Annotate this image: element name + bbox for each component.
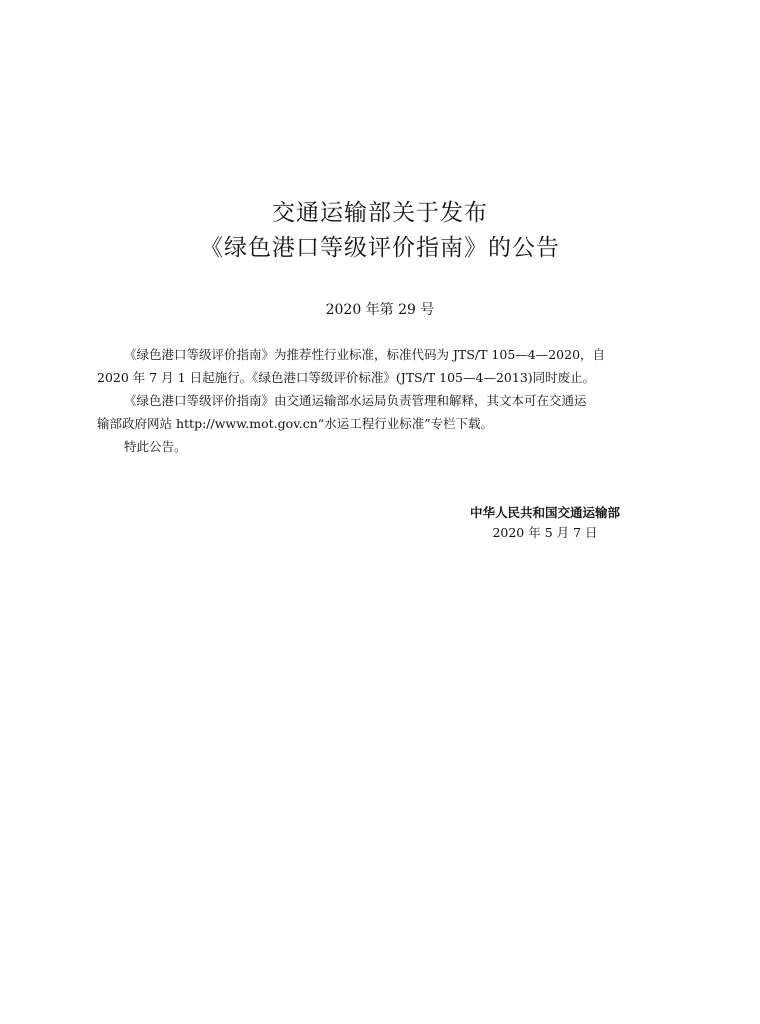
document-number: 2020 年第 29 号	[325, 302, 435, 318]
issuing-organization: 中华人民共和国交通运输部	[469, 505, 620, 520]
closing-paragraph: 特此公告。	[124, 439, 187, 454]
announcement-body	[97, 343, 669, 458]
title-line-1: 交通运输部关于发布	[272, 200, 488, 226]
announcement-title	[0, 196, 760, 266]
signature-block	[440, 503, 650, 543]
title-line-2: 《绿色港口等级评价指南》的公告	[200, 235, 560, 261]
issue-date: 2020 年 5 月 7 日	[492, 525, 598, 540]
paragraph-1-line-1: 《绿色港口等级评价指南》为推荐性行业标准，标准代码为 JTS/T 105—4—2020，自	[124, 347, 606, 362]
paragraph-1-line-2: 2020 年 7 月 1 日起施行。《绿色港口等级评价标准》(JTS/T 105—4—2013)同时废止。	[97, 370, 596, 385]
paragraph-2-line-1: 《绿色港口等级评价指南》由交通运输部水运局负责管理和解释，其文本可在交通运	[124, 393, 587, 408]
paragraph-2-line-2: 输部政府网站 http://www.mot.gov.cn“水运工程行业标准”专栏下载。	[97, 416, 494, 431]
